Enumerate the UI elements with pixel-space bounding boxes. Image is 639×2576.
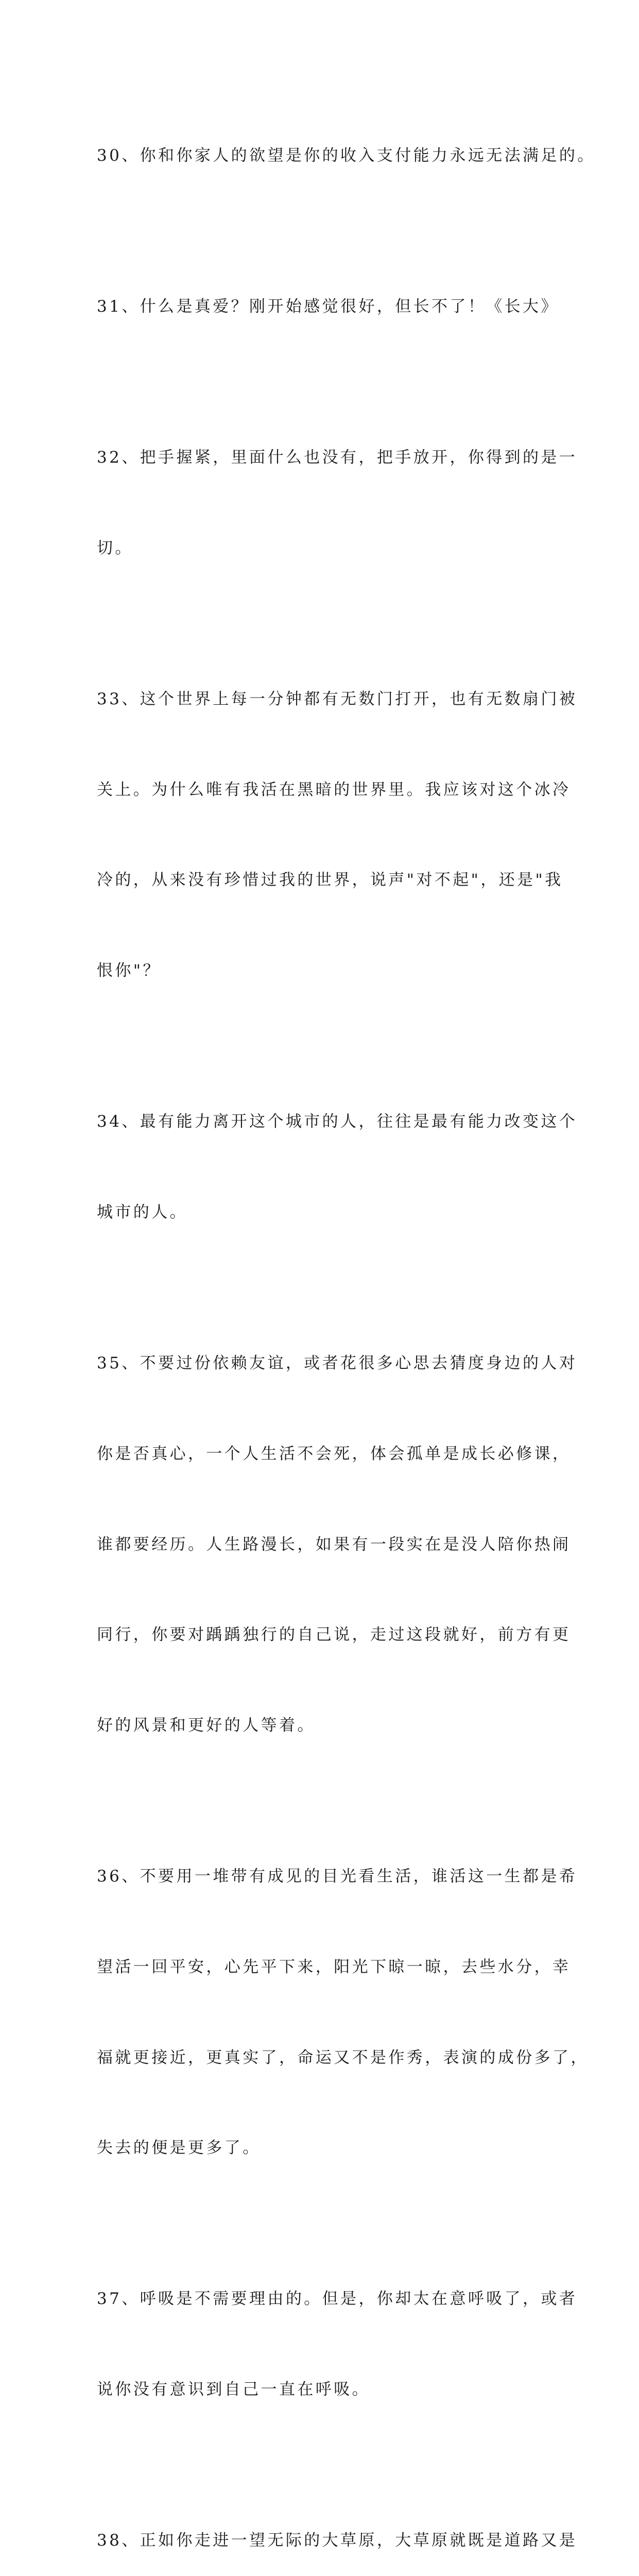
- text-line: 切。: [97, 538, 133, 557]
- paragraph-34: [97, 1046, 578, 1288]
- text-line: 谁都要经历。人生路漫长，如果有一段实在是没人陪你热闹: [97, 1535, 571, 1554]
- document-body: [97, 80, 596, 2576]
- paragraph-30: [97, 80, 596, 231]
- paragraph-35: [97, 1288, 578, 1801]
- text-line: 31、什么是真爱？刚开始感觉很好，但长不了！《长大》: [97, 297, 559, 316]
- text-line: 32、把手握紧，里面什么也没有，把手放开，你得到的是一: [97, 448, 578, 467]
- paragraph-36: [97, 1801, 589, 2224]
- text-line: 37、呼吸是不需要理由的。但是，你却太在意呼吸了，或者: [97, 2290, 578, 2309]
- text-line: 35、不要过份依赖友谊，或者花很多心思去猜度身边的人对: [97, 1353, 578, 1372]
- text-line: 30、你和你家人的欲望是你的收入支付能力永远无法满足的。: [97, 146, 596, 165]
- text-line: 36、不要用一堆带有成见的目光看生活，谁活这一生都是希: [97, 1867, 578, 1886]
- text-line: 望活一回平安，心先平下来，阳光下晾一晾，去些水分，幸: [97, 1957, 571, 1976]
- text-line: 34、最有能力离开这个城市的人，往往是最有能力改变这个: [97, 1112, 578, 1131]
- text-line: 说你没有意识到自己一直在呼吸。: [97, 2380, 370, 2399]
- paragraph-33: [97, 624, 578, 1046]
- paragraph-31: [97, 231, 560, 382]
- text-line: 33、这个世界上每一分钟都有无数门打开，也有无数扇门被: [97, 689, 578, 708]
- text-line: 同行，你要对踽踽独行的自己说，走过这段就好，前方有更: [97, 1625, 571, 1645]
- text-line: 好的风景和更好的人等着。: [97, 1716, 316, 1735]
- text-line: 失去的便是更多了。: [97, 2139, 261, 2158]
- text-line: 恨你"？: [97, 961, 161, 980]
- text-line: 冷的，从来没有珍惜过我的世界，说声"对不起"，还是"我: [97, 871, 563, 890]
- text-line: 城市的人。: [97, 1202, 188, 1222]
- text-line: 福就更接近，更真实了，命运又不是作秀，表演的成份多了，: [97, 2048, 589, 2067]
- paragraph-38: [97, 2465, 578, 2576]
- paragraph-32: [97, 382, 578, 624]
- paragraph-37: [97, 2224, 578, 2465]
- text-line: 你是否真心，一个人生活不会死，体会孤单是成长必修课，: [97, 1444, 571, 1463]
- text-line: 关上。为什么唯有我活在黑暗的世界里。我应该对这个冰冷: [97, 780, 571, 799]
- text-line: 38、正如你走进一望无际的大草原，大草原就既是道路又是: [97, 2531, 578, 2550]
